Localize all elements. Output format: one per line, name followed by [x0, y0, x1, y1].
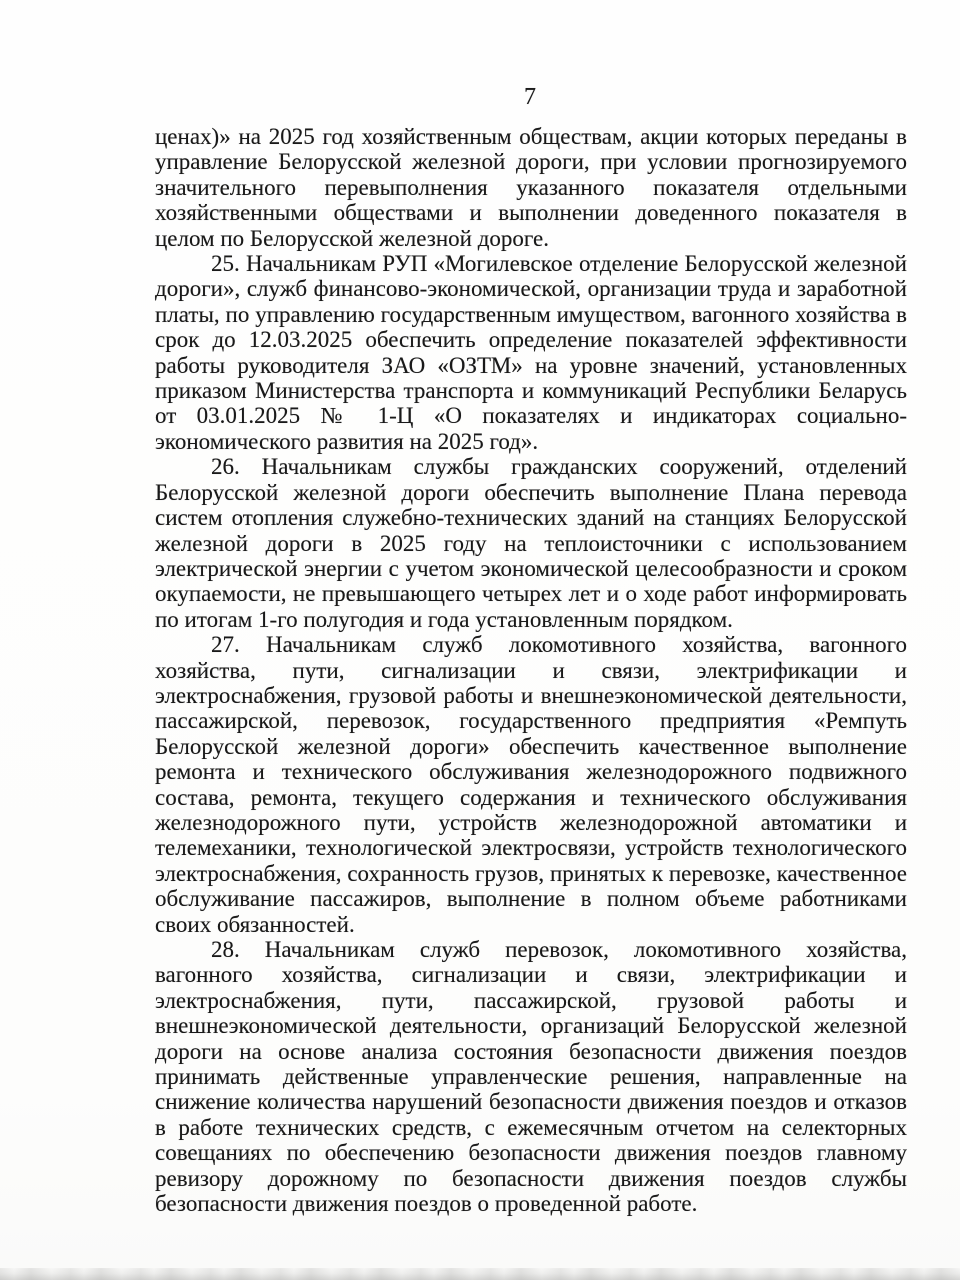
document-body [155, 124, 907, 1216]
paragraph-item-26: 26. Начальникам службы гражданских сооружений, отделений Белорусской железной дороги обеспечить выполнение Плана перевода систем отопления служебно-технических зданий на станциях Белорусской железной дороги в 2025 году на теплоисточники с использованием электрической энергии с учетом экономической целесообразности и сроком окупаемости, не превышающего четырех лет и о ходе работ информировать по итогам 1-го полугодия и года установленным порядком. [155, 454, 907, 632]
paragraph-item-27: 27. Начальникам служб локомотивного хозяйства, вагонного хозяйства, пути, сигнализации и связи, электрификации и электроснабжения, грузовой работы и внешнеэкономической деятельности, пассажирской, перевозок, государственного предприятия «Ремпуть Белорусской железной дороги» обеспечить качественное выполнение ремонта и технического обслуживания железнодорожного подвижного состава, ремонта, текущего содержания и технического обслуживания железнодорожного пути, устройств железнодорожной автоматики и телемеханики, технологической электросвязи, устройств технологического электроснабжения, сохранность грузов, принятых к перевозке, качественное обслуживание пассажиров, выполнение в полном объеме работниками своих обязанностей. [155, 632, 907, 937]
page-number: 7 [524, 84, 536, 110]
paragraph-item-28: 28. Начальникам служб перевозок, локомотивного хозяйства, вагонного хозяйства, сигнализации и связи, электрификации и электроснабжения, пути, пассажирской, грузовой работы и внешнеэкономической деятельности, организаций Белорусской железной дороги на основе анализа состояния безопасности движения поездов принимать действенные управленческие решения, направленные на снижение количества нарушений безопасности движения поездов и отказов в работе технических средств, с ежемесячным отчетом на селекторных совещаниях по обеспечению безопасности движения поездов главному ревизору дорожному по безопасности движения поездов службы безопасности движения поездов о проведенной работе. [155, 937, 907, 1217]
paragraph-continuation: ценах)» на 2025 год хозяйственным обществам, акции которых переданы в управление Белорусской железной дороги, при условии прогнозируемого значительного перевыполнения указанного показателя отдельными хозяйственными обществами и выполнении доведенного показателя в целом по Белорусской железной дороге. [155, 124, 907, 251]
paragraph-item-25: 25. Начальникам РУП «Могилевское отделение Белорусской железной дороги», служб финансово-экономической, организации труда и заработной платы, по управлению государственным имуществом, вагонного хозяйства в срок до 12.03.2025 обеспечить определение показателей эффективности работы руководителя ЗАО «ОЗТМ» на уровне значений, установленных приказом Министерства транспорта и коммуникаций Республики Беларусь от 03.01.2025 № 1-Ц «О показателях и индикаторах социально-экономического развития на 2025 год». [155, 251, 907, 454]
scan-edge-artifact [0, 1268, 960, 1280]
